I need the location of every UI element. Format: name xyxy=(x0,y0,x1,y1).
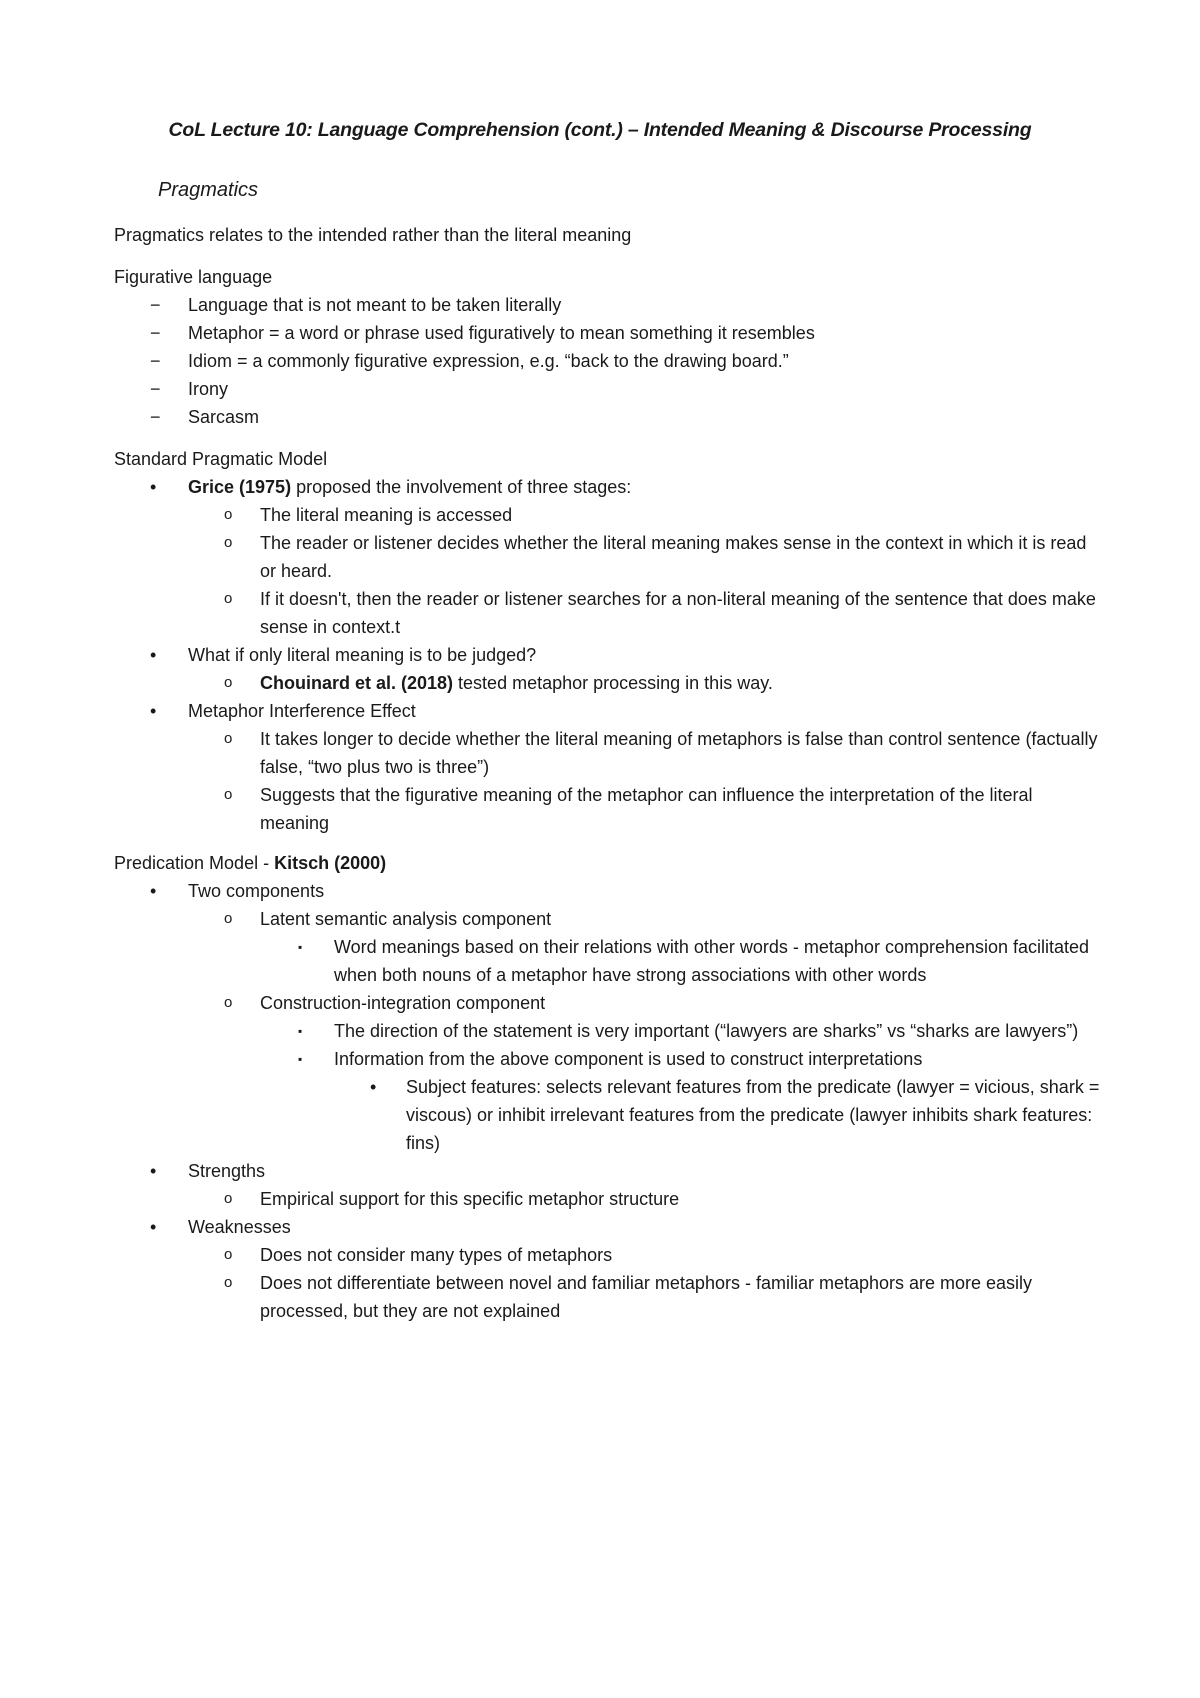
circle-marker: o xyxy=(224,1274,233,1291)
predication-model-list xyxy=(114,877,1104,1325)
square-marker: ▪ xyxy=(298,1052,303,1066)
bullet-marker: • xyxy=(150,477,157,497)
standard-model-list xyxy=(114,473,1104,837)
list-item: − Idiom = a commonly figurative expression, e.g. “back to the drawing board.” xyxy=(114,347,1104,375)
list-item: o Construction-integration component xyxy=(114,989,1104,1017)
standard-model-heading: Standard Pragmatic Model xyxy=(114,449,328,469)
square-marker: ▪ xyxy=(298,1024,303,1038)
list-item: o The literal meaning is accessed xyxy=(114,501,1104,529)
list-item: o If it doesn't, then the reader or listener searches for a non-literal meaning of the sentence that does make sense in context.t xyxy=(114,585,1104,641)
list-item: • Weaknesses xyxy=(114,1213,1104,1241)
square-marker: ▪ xyxy=(298,940,303,954)
circle-marker: o xyxy=(224,674,233,691)
document-body xyxy=(114,221,1104,1325)
circle-marker: o xyxy=(224,786,233,803)
list-item: − Irony xyxy=(114,375,1104,403)
figurative-list xyxy=(114,291,1104,431)
intro-paragraph: Pragmatics relates to the intended rather than the literal meaning xyxy=(114,225,632,245)
list-item: ▪ Word meanings based on their relations with other words - metaphor comprehension facilitated when both nouns of a metaphor have strong associations with other words xyxy=(114,933,1104,989)
dash-marker: − xyxy=(150,351,161,371)
list-item: • What if only literal meaning is to be judged? xyxy=(114,641,1104,669)
dash-marker: − xyxy=(150,407,161,427)
circle-marker: o xyxy=(224,910,233,927)
list-item: • Strengths xyxy=(114,1157,1104,1185)
circle-marker: o xyxy=(224,1190,233,1207)
list-item: o Does not consider many types of metaphors xyxy=(114,1241,1104,1269)
circle-marker: o xyxy=(224,506,233,523)
bullet-marker: • xyxy=(150,701,157,721)
list-item: − Sarcasm xyxy=(114,403,1104,431)
list-item: • Metaphor Interference Effect xyxy=(114,697,1104,725)
bullet-marker: • xyxy=(370,1077,377,1097)
figurative-heading: Figurative language xyxy=(114,267,273,287)
list-item: • Two components xyxy=(114,877,1104,905)
bullet-marker: • xyxy=(150,881,157,901)
list-item: • Grice (1975) proposed the involvement of three stages: xyxy=(114,473,1104,501)
dash-marker: − xyxy=(150,295,161,315)
dash-marker: − xyxy=(150,323,161,343)
list-item: o Chouinard et al. (2018) tested metaphor processing in this way. xyxy=(114,669,1104,697)
circle-marker: o xyxy=(224,590,233,607)
list-item: o Does not differentiate between novel and familiar metaphors - familiar metaphors are more easily processed, but they are not explained xyxy=(114,1269,1104,1325)
list-item: o Latent semantic analysis component xyxy=(114,905,1104,933)
bullet-marker: • xyxy=(150,1161,157,1181)
list-item: o The reader or listener decides whether the literal meaning makes sense in the context in which it is read or heard. xyxy=(114,529,1104,585)
list-item: ▪ The direction of the statement is very important (“lawyers are sharks” vs “sharks are lawyers”) xyxy=(114,1017,1104,1045)
predication-model-heading: Predication Model - Kitsch (2000) xyxy=(114,853,387,873)
list-item: − Language that is not meant to be taken literally xyxy=(114,291,1104,319)
list-item: • Subject features: selects relevant features from the predicate (lawyer = vicious, shark = viscous) or inhibit irrelevant features from the predicate (lawyer inhibits shark features: fins) xyxy=(114,1073,1104,1157)
section-heading-pragmatics: Pragmatics xyxy=(158,179,259,201)
bullet-marker: • xyxy=(150,645,157,665)
circle-marker: o xyxy=(224,534,233,551)
bullet-marker: • xyxy=(150,1217,157,1237)
circle-marker: o xyxy=(224,730,233,747)
circle-marker: o xyxy=(224,994,233,1011)
list-item: − Metaphor = a word or phrase used figuratively to mean something it resembles xyxy=(114,319,1104,347)
list-item: o It takes longer to decide whether the literal meaning of metaphors is false than control sentence (factually false, “two plus two is three”) xyxy=(114,725,1104,781)
dash-marker: − xyxy=(150,379,161,399)
list-item: o Suggests that the figurative meaning of the metaphor can influence the interpretation of the literal meaning xyxy=(114,781,1104,837)
list-item: o Empirical support for this specific metaphor structure xyxy=(114,1185,1104,1213)
list-item: ▪ Information from the above component is used to construct interpretations xyxy=(114,1045,1104,1073)
document-title: CoL Lecture 10: Language Comprehension (cont.) – Intended Meaning & Discourse Processing xyxy=(168,119,1032,141)
circle-marker: o xyxy=(224,1246,233,1263)
